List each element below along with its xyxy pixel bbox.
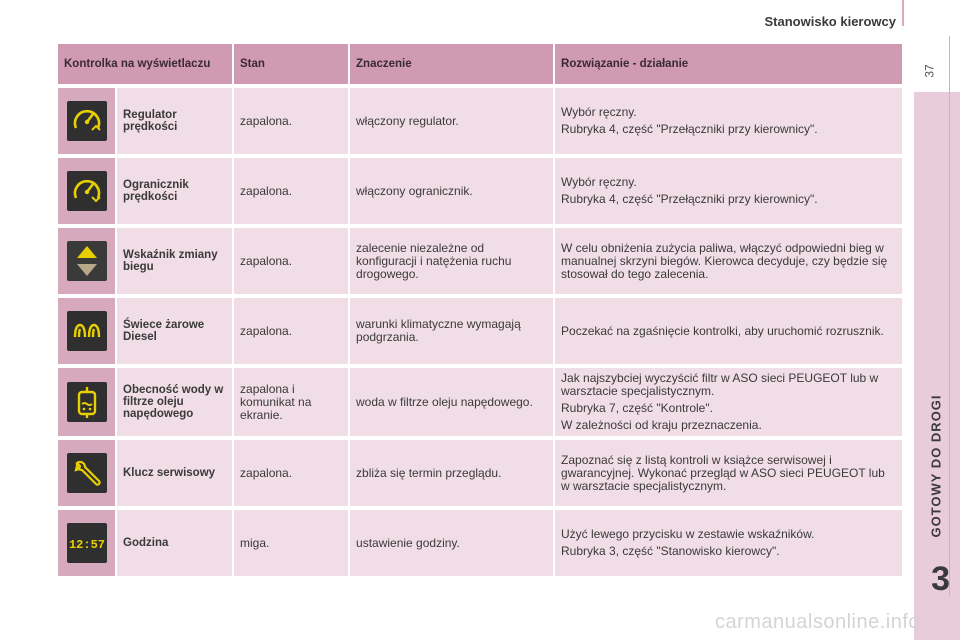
meaning-cell: warunki klimatyczne wymagają podgrzania.: [349, 296, 554, 366]
table-row: [58, 438, 903, 508]
indicator-name: Godzina: [116, 508, 233, 576]
clock-icon-digits: 12:57: [68, 538, 105, 552]
chapter-label-text: GOTOWY DO DROGI: [928, 394, 944, 538]
solution-text: Wybór ręczny.: [561, 175, 637, 189]
water-in-fuel-icon: [67, 382, 107, 422]
meaning-cell: zalecenie niezależne od konfiguracji i natężenia ruchu drogowego.: [349, 226, 554, 296]
solution-text: W zależności od kraju przeznaczenia.: [561, 418, 762, 432]
chapter-side-tab: [914, 92, 960, 640]
solution-cell: [554, 156, 903, 226]
icon-cell: [58, 156, 116, 226]
gear-shift-indicator-icon: [67, 241, 107, 281]
solution-cell: [554, 296, 903, 366]
indicator-name: Obecność wody w filtrze oleju napędowego: [116, 366, 233, 438]
indicator-table: [58, 44, 904, 576]
indicator-name: Klucz serwisowy: [116, 438, 233, 508]
solution-text: W celu obniżenia zużycia paliwa, włączyć odpowiedni bieg w manualnej skrzyni biegów. Kierowca decyduje, czy będzie się stosował do tego zalecenia.: [561, 240, 888, 281]
solution-cell: [554, 366, 903, 438]
state-cell: miga.: [233, 508, 349, 576]
column-header-state: Stan: [233, 44, 349, 86]
icon-cell: [58, 438, 116, 508]
meaning-cell: ustawienie godziny.: [349, 508, 554, 576]
state-cell: zapalona.: [233, 296, 349, 366]
solution-text: Rubryka 7, część "Kontrole".: [561, 401, 713, 415]
solution-text: Zapoznać się z listą kontroli w książce serwisowej i gwarancyjnej. Wykonać przegląd w ASO sieci PEUGEOT lub w warsztacie specjalistycznym.: [561, 452, 885, 493]
page-header-title: Stanowisko kierowcy: [764, 14, 896, 29]
table-row: [58, 226, 903, 296]
icon-cell: [58, 226, 116, 296]
solution-text: Użyć lewego przycisku w zestawie wskaźników.: [561, 527, 815, 541]
indicator-name: Świece żarowe Diesel: [116, 296, 233, 366]
icon-cell: [58, 366, 116, 438]
meaning-cell: woda w filtrze oleju napędowego.: [349, 366, 554, 438]
header-rule: [902, 0, 904, 26]
table-row: [58, 156, 903, 226]
indicator-name: Regulator prędkości: [116, 86, 233, 156]
icon-cell: [58, 296, 116, 366]
table-row: [58, 508, 903, 576]
state-cell: zapalona i komunikat na ekranie.: [233, 366, 349, 438]
chapter-label: [916, 376, 956, 556]
indicator-name: Wskaźnik zmiany biegu: [116, 226, 233, 296]
cruise-control-icon: [67, 101, 107, 141]
state-cell: zapalona.: [233, 86, 349, 156]
meaning-cell: zbliża się termin przeglądu.: [349, 438, 554, 508]
solution-cell: [554, 438, 903, 508]
state-cell: zapalona.: [233, 226, 349, 296]
column-header-solution: Rozwiązanie - działanie: [554, 44, 903, 86]
table-row: [58, 86, 903, 156]
table-header-row: [58, 44, 903, 86]
column-header-meaning: Znaczenie: [349, 44, 554, 86]
glow-plug-icon: [67, 311, 107, 351]
state-cell: zapalona.: [233, 438, 349, 508]
chapter-number: 3: [931, 560, 950, 598]
icon-cell: [58, 508, 116, 576]
indicator-name: Ogranicznik prędkości: [116, 156, 233, 226]
solution-cell: [554, 508, 903, 576]
speed-limiter-icon: [67, 171, 107, 211]
solution-text: Poczekać na zgaśnięcie kontrolki, aby uruchomić rozrusznik.: [561, 323, 884, 338]
solution-text: Jak najszybciej wyczyścić filtr w ASO sieci PEUGEOT lub w warsztacie specjalistycznym.: [561, 371, 879, 398]
table-row: [58, 366, 903, 438]
solution-text: Rubryka 4, część "Przełączniki przy kierownicy".: [561, 122, 818, 136]
solution-cell: [554, 226, 903, 296]
service-wrench-icon: [67, 453, 107, 493]
solution-text: Wybór ręczny.: [561, 105, 637, 119]
page-number: 37: [922, 64, 937, 78]
solution-text: Rubryka 4, część "Przełączniki przy kierownicy".: [561, 192, 818, 206]
meaning-cell: włączony regulator.: [349, 86, 554, 156]
column-header-indicator: Kontrolka na wyświetlaczu: [58, 44, 233, 86]
solution-text: Rubryka 3, część "Stanowisko kierowcy".: [561, 544, 780, 558]
clock-display-icon: [67, 523, 107, 563]
solution-cell: [554, 86, 903, 156]
table-row: [58, 296, 903, 366]
watermark: carmanualsonline.info: [714, 611, 920, 633]
state-cell: zapalona.: [233, 156, 349, 226]
meaning-cell: włączony ogranicznik.: [349, 156, 554, 226]
icon-cell: [58, 86, 116, 156]
